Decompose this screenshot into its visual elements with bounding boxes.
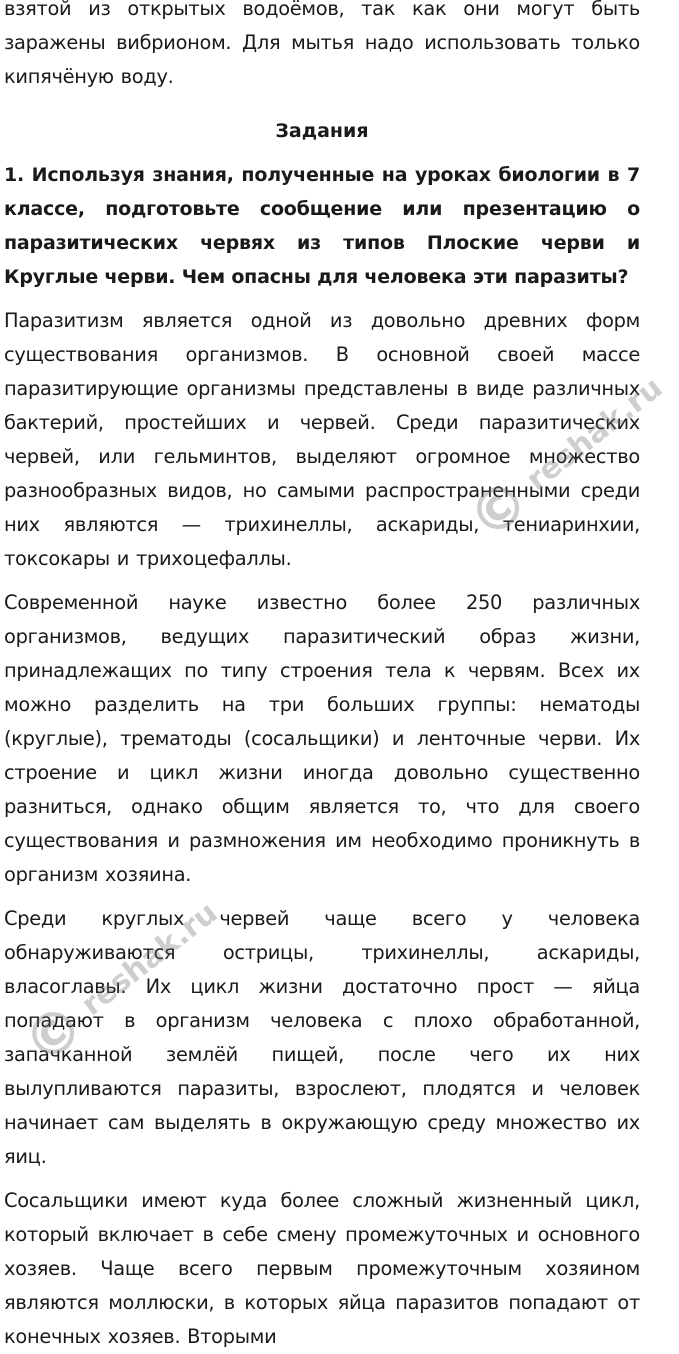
answer-paragraph-1: Паразитизм является одной из довольно древних форм существования организмов. В основной своей массе паразитирующие организмы представлены в виде различных бактерий, простейших и червей. Среди паразитических червей, или гельминтов, выделяют огромное множество разнообразных видов, но самыми распространенными среди них являются — трихинеллы, аскариды, тениаринхии, токсокары и трихоцефаллы. <box>4 309 640 570</box>
watermark-text: reshak.ru <box>74 895 225 1023</box>
task-question: 1. Используя знания, полученные на уроках биологии в 7 классе, подготовьте сообщение или презентацию о паразитических червях из типов Плоские черви и Круглые черви. Чем опасны для человека эти паразиты? <box>4 164 640 288</box>
spacer <box>0 94 644 114</box>
watermark-text: reshak.ru <box>519 370 670 498</box>
intro-paragraph: взятой из открытых водоёмов, так как они могут быть заражены вибрионом. Для мытья надо использовать только кипячёную воду. <box>4 0 640 88</box>
spacer <box>0 1174 644 1184</box>
spacer <box>0 148 644 158</box>
spacer <box>0 294 644 304</box>
spacer <box>0 576 644 586</box>
answer-paragraph-2: Современной науке известно более 250 различных организмов, ведущих паразитический образ жизни, принадлежащих по типу строения тела к червям. Всех их можно разделить на три больших группы: нематоды (круглые), трематоды (сосальщики) и ленточные черви. Их строение и цикл жизни иногда довольно существенно разниться, однако общим является то, что для своего существования и размножения им необходимо проникнуть в организм хозяина. <box>4 591 640 886</box>
spacer <box>0 892 644 902</box>
answer-paragraph-3: Среди круглых червей чаще всего у человека обнаруживаются острицы, трихинеллы, аскариды, власоглавы. Их цикл жизни достаточно прост — яйца попадают в организм человека с плохо обработанной, запачканной землёй пищей, после чего их них вылупливаются паразиты, взрослеют, плодятся и человек начинает сам выделять в окружающую среду множество их яиц. <box>4 907 640 1168</box>
copyright-icon: © <box>455 464 543 554</box>
copyright-icon: © <box>10 989 98 1079</box>
section-heading: Задания <box>275 120 369 142</box>
answer-paragraph-4: Сосальщики имеют куда более сложный жизненный цикл, который включает в себе смену промежуточных и основного хозяев. Чаще всего первым промежуточным хозяином являются моллюски, в которых яйца паразитов попадают от конечных хозяев. Вторыми <box>4 1189 640 1348</box>
